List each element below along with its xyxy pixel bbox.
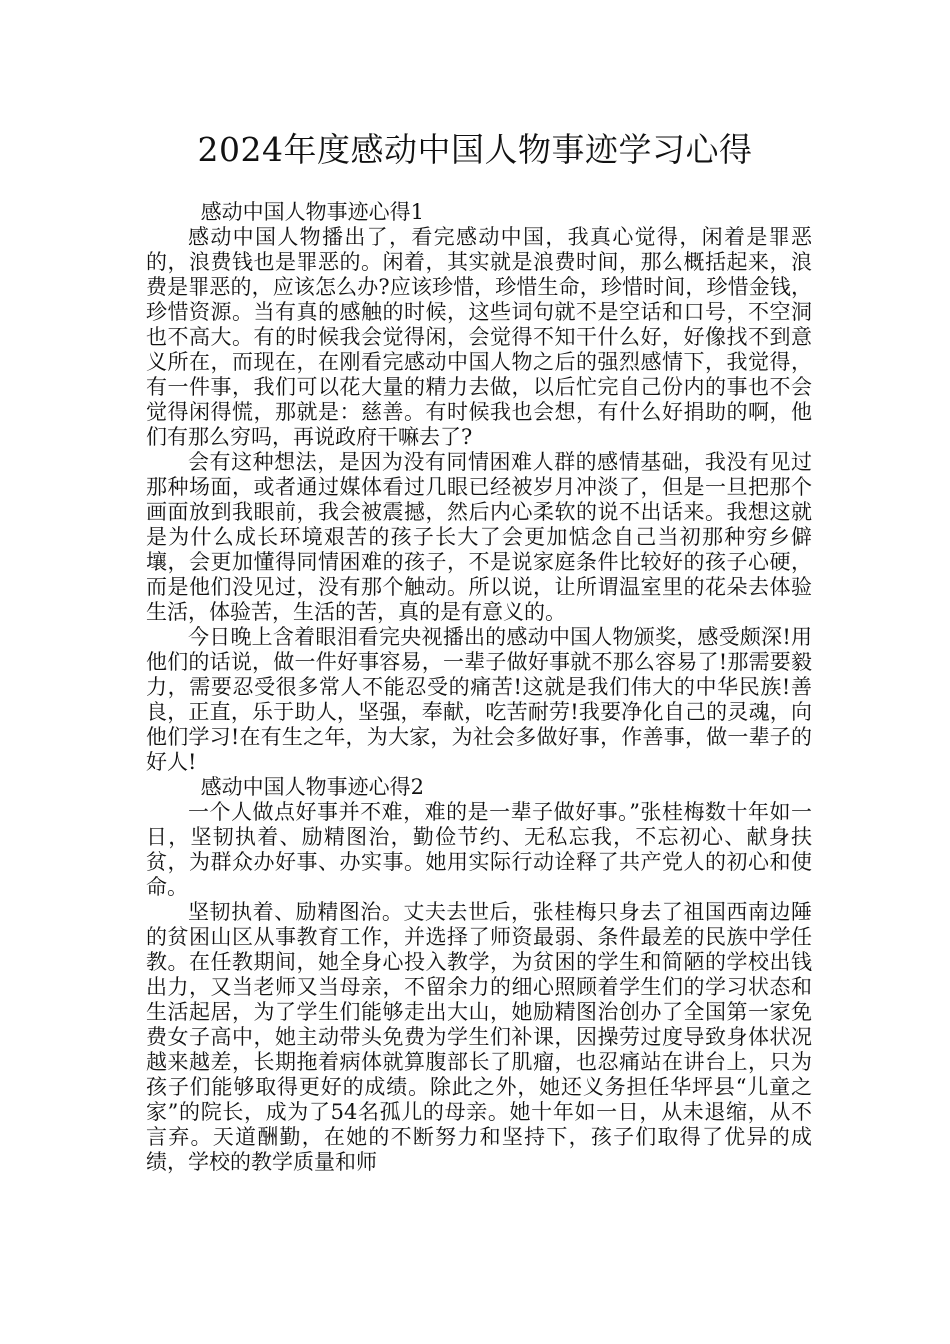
paragraph-4: 一个人做点好事并不难，难的是一辈子做好事。”张桂梅数十年如一日，坚韧执着、励精图治，勤俭节约、无私忘我，不忘初心、献身扶贫，为群众办好事、办实事。她用实际行动诠释了共产党人的初心和使命。 — [146, 800, 812, 899]
paragraph-3: 今日晚上含着眼泪看完央视播出的感动中国人物颁奖，感受颇深!用他们的话说，做一件好事容易，一辈子做好事就不那么容易了!那需要毅力，需要忍受很多常人不能忍受的痛苦!这就是我们伟大的中华民族!善良，正直，乐于助人，坚强，奉献，吃苦耐劳!我要净化自己的灵魂，向他们学习!在有生之年，为大家，为社会多做好事，作善事，做一辈子的好人! — [146, 625, 812, 774]
paragraph-2: 会有这种想法，是因为没有同情困难人群的感情基础，我没有见过那种场面，或者通过媒体看过几眼已经被岁月冲淡了，但是一旦把那个画面放到我眼前，我会被震撼，然后内心柔软的说不出话来。我想这就是为什么成长环境艰苦的孩子长大了会更加惦念自己当初那种穷乡僻壤，会更加懂得同情困难的孩子，不是说家庭条件比较好的孩子心硬，而是他们没见过，没有那个触动。所以说，让所谓温室里的花朵去体验生活，体验苦，生活的苦，真的是有意义的。 — [146, 450, 812, 624]
paragraph-1: 感动中国人物播出了，看完感动中国，我真心觉得，闲着是罪恶的，浪费钱也是罪恶的。闲着，其实就是浪费时间，那么概括起来，浪费是罪恶的，应该怎么办?应该珍惜，珍惜生命，珍惜时间，珍惜金钱，珍惜资源。当有真的感触的时候，这些词句就不是空话和口号，不空洞也不高大。有的时候我会觉得闲，会觉得不知干什么好，好像找不到意义所在，而现在，在刚看完感动中国人物之后的强烈感情下，我觉得，有一件事，我们可以花大量的精力去做，以后忙完自己份内的事也不会觉得闲得慌，那就是：慈善。有时候我也会想，有什么好捐助的啊，他们有那么穷吗，再说政府干嘛去了? — [146, 225, 812, 449]
document-title: 2024年度感动中国人物事迹学习心得 — [197, 130, 753, 169]
document-body — [146, 200, 812, 1175]
section-heading-1: 感动中国人物事迹心得1 — [200, 200, 424, 224]
paragraph-5: 坚韧执着、励精图治。丈夫去世后，张桂梅只身去了祖国西南边陲的贫困山区从事教育工作，并选择了师资最弱、条件最差的民族中学任教。在任教期间，她全身心投入教学，为贫困的学生和简陋的学校出钱出力，又当老师又当母亲，不留余力的细心照顾着学生们的学习状态和生活起居，为了学生们能够走出大山，她励精图治创办了全国第一家免费女子高中，她主动带头免费为学生们补课，因操劳过度导致身体状况越来越差，长期拖着病体就算腹部长了肌瘤，也忍痛站在讲台上，只为孩子们能够取得更好的成绩。除此之外，她还义务担任华坪县“儿童之家”的院长，成为了54名孤儿的母亲。她十年如一日，从未退缩，从不言弃。天道酬勤，在她的不断努力和坚持下，孩子们取得了优异的成绩，学校的教学质量和师 — [146, 900, 812, 1174]
section-heading-2: 感动中国人物事迹心得2 — [200, 775, 424, 799]
